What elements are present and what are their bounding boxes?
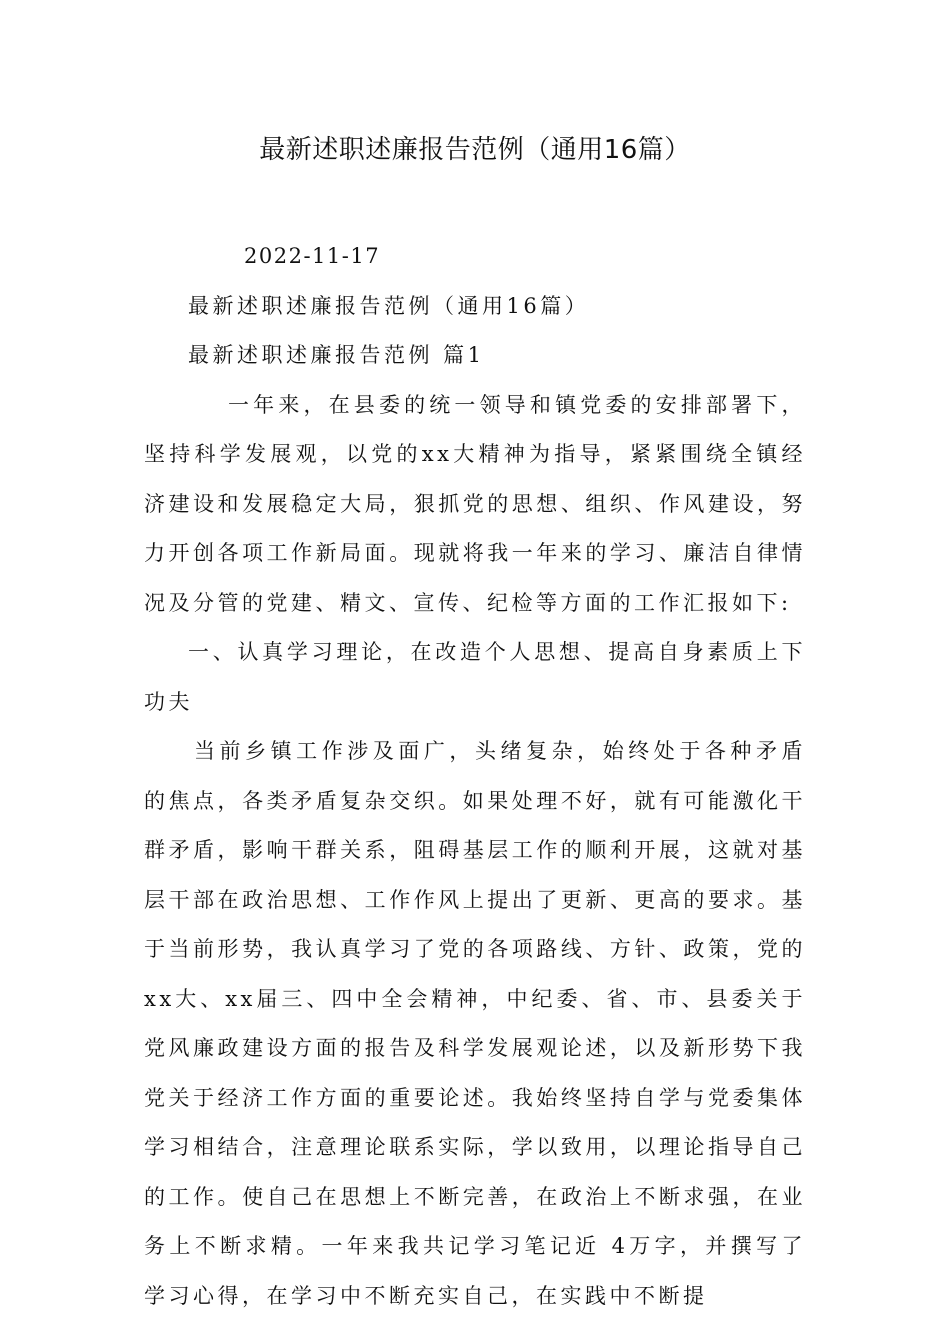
document-date: 2022-11-17 <box>244 244 381 268</box>
document-subtitle: 最新述职述廉报告范例（通用16篇） <box>188 293 590 318</box>
section-subheading: 一、认真学习理论，在改造个人思想、提高自身素质上下功夫 <box>144 640 806 714</box>
document-title: 最新述职述廉报告范例（通用16篇） <box>259 135 691 165</box>
paragraph: 当前乡镇工作涉及面广，头绪复杂，始终处于各种矛盾的焦点，各类矛盾复杂交织。如果处理不好，就有可能激化干群矛盾，影响干群关系，阻碍基层工作的顺利开展，这就对基层干部在政治思想、工作作风上提出了更新、更高的要求。基于当前形势，我认真学习了党的各项路线、方针、政策，党的xx大、xx届三、四中全会精神，中纪委、省、市、县委关于党风廉政建设方面的报告及科学发展观论述，以及新形势下我党关于经济工作方面的重要论述。我始终坚持自学与党委集体学习相结合，注意理论联系实际，学以致用，以理论指导自己的工作。使自己在思想上不断完善，在政治上不断求强，在业务上不断求精。一年来我共记学习笔记近 4万字，并撰写了学习心得，在学习中不断充实自己，在实践中不断提 <box>144 739 806 1308</box>
document-body <box>144 232 806 1321</box>
section-heading: 最新述职述廉报告范例 篇1 <box>188 343 485 367</box>
paragraph: 一年来，在县委的统一领导和镇党委的安排部署下，坚持科学发展观，以党的xx大精神为指导，紧紧围绕全镇经济建设和发展稳定大局，狠抓党的思想、组织、作风建设，努力开创各项工作新局面。现就将我一年来的学习、廉洁自律情况及分管的党建、精文、宣传、纪检等方面的工作汇报如下: <box>144 392 806 615</box>
